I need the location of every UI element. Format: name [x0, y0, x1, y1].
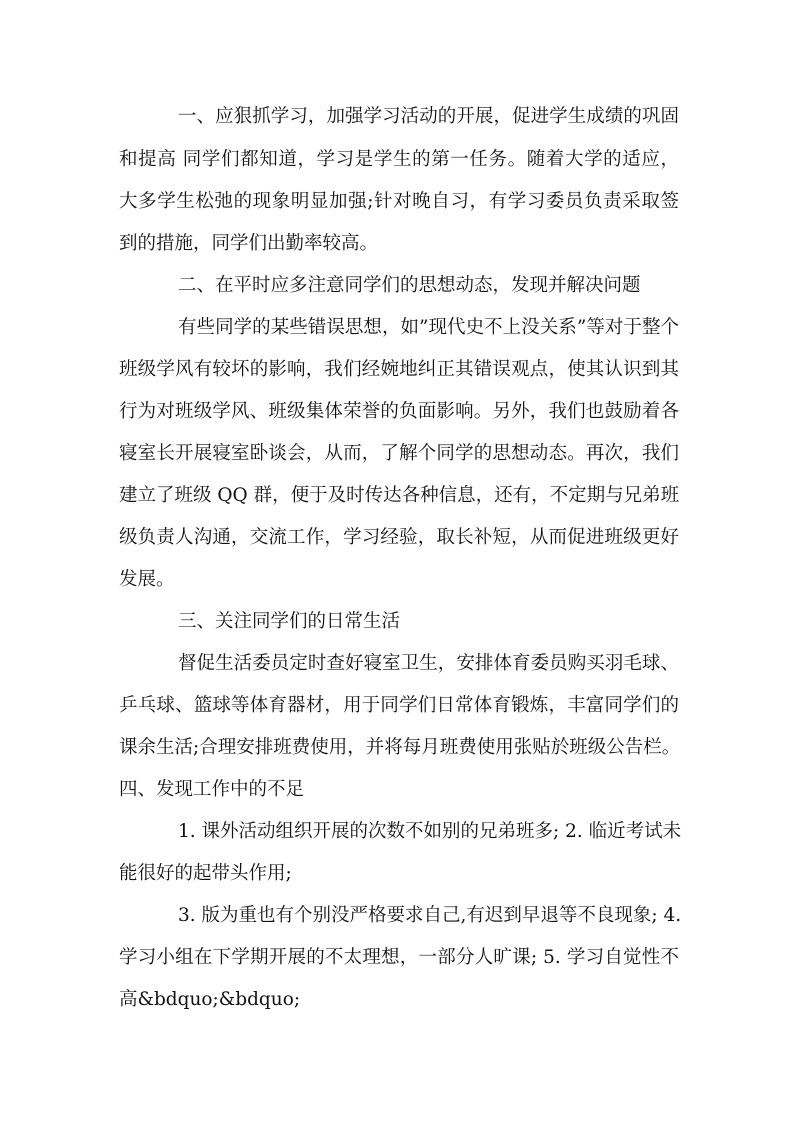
paragraph-line: 大多学生松弛的现象明显加强;针对晚自习，有学习委员负责采取签 — [119, 191, 679, 212]
heading-study: 一、应狠抓学习，加强学习活动的开展，促进学生成绩的巩固 — [178, 106, 679, 127]
paragraph-line: 级负责人沟通，交流工作，学习经验，取长补短，从而促进班级更好 — [119, 527, 679, 548]
paragraph-line: 有些同学的某些错误思想，如”现代史不上没关系”等对于整个 — [178, 317, 679, 338]
paragraph-line: 和提高 同学们都知道，学习是学生的第一任务。随着大学的适应， — [119, 149, 679, 170]
list-item-line: 能很好的起带头作用; — [119, 863, 292, 884]
paragraph-line: 班级学风有较坏的影响，我们经婉地纠正其错误观点，使其认识到其 — [119, 359, 679, 380]
paragraph-line: 建立了班级 QQ 群，便于及时传达各种信息，还有，不定期与兄弟班 — [119, 485, 680, 506]
heading-daily-life: 三、关注同学们的日常生活 — [178, 611, 401, 632]
paragraph-line: 发展。 — [119, 569, 175, 590]
list-item-line: 1. 课外活动组织开展的次数不如别的兄弟班多; 2. 临近考试未 — [178, 821, 682, 842]
heading-thought-dynamics: 二、在平时应多注意同学们的思想动态，发现并解决问题 — [178, 275, 641, 296]
paragraph-line: 行为对班级学风、班级集体荣誉的负面影响。另外，我们也鼓励着各 — [119, 401, 679, 422]
heading-shortcomings: 四、发现工作中的不足 — [119, 779, 305, 800]
paragraph-line: 乒乓球、篮球等体育器材，用于同学们日常体育锻炼，丰富同学们的 — [119, 695, 679, 716]
list-item-line: 学习小组在下学期开展的不太理想，一部分人旷课; 5. 学习自觉性不 — [119, 947, 679, 968]
list-item-line: 高&bdquo;&bdquo; — [119, 989, 301, 1010]
list-item-line: 3. 版为重也有个别没严格要求自己,有迟到早退等不良现象; 4. — [178, 905, 682, 926]
paragraph-line: 督促生活委员定时查好寝室卫生，安排体育委员购买羽毛球、 — [178, 653, 679, 674]
paragraph-line: 寝室长开展寝室卧谈会，从而，了解个同学的思想动态。再次，我们 — [119, 443, 679, 464]
paragraph-line: 到的措施，同学们出勤率较高。 — [119, 233, 379, 254]
paragraph-line: 课余生活;合理安排班费使用，并将每月班费使用张贴於班级公告栏。 — [119, 737, 681, 758]
